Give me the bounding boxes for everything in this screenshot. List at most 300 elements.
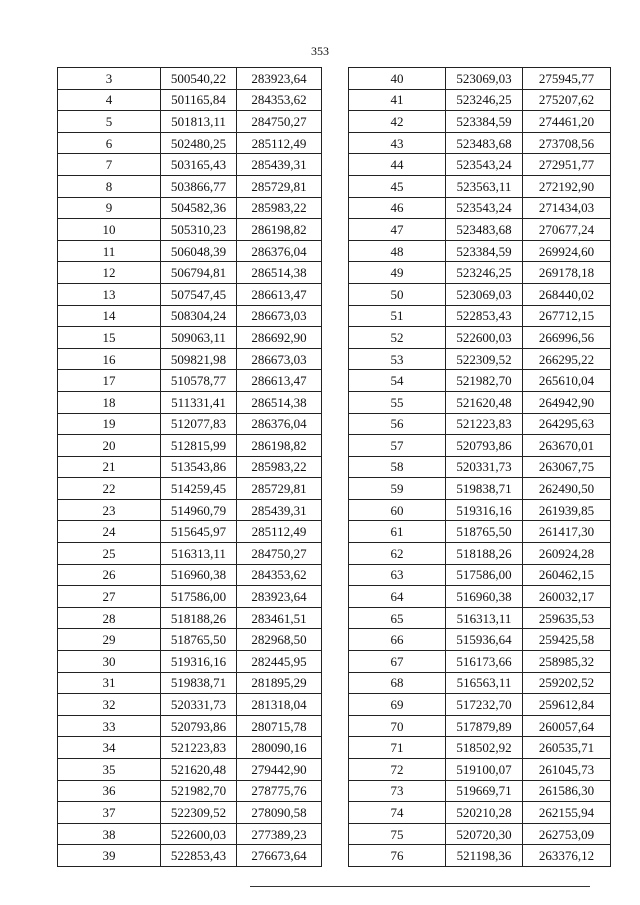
y-coordinate-cell: 261586,30 <box>523 780 611 802</box>
y-coordinate-cell: 275945,77 <box>523 68 611 90</box>
x-coordinate-cell: 516960,38 <box>446 586 523 608</box>
table-row <box>349 521 611 543</box>
y-coordinate-cell: 284353,62 <box>237 564 322 586</box>
point-number-cell: 65 <box>349 607 446 629</box>
table-row <box>58 802 322 824</box>
y-coordinate-cell: 266295,22 <box>523 348 611 370</box>
y-coordinate-cell: 259425,58 <box>523 629 611 651</box>
y-coordinate-cell: 283923,64 <box>237 586 322 608</box>
coordinates-table-right <box>348 67 611 867</box>
point-number-cell: 40 <box>349 68 446 90</box>
point-number-cell: 27 <box>58 586 161 608</box>
point-number-cell: 13 <box>58 283 161 305</box>
x-coordinate-cell: 501165,84 <box>161 89 237 111</box>
y-coordinate-cell: 271434,03 <box>523 197 611 219</box>
y-coordinate-cell: 281318,04 <box>237 694 322 716</box>
y-coordinate-cell: 286198,82 <box>237 435 322 457</box>
point-number-cell: 26 <box>58 564 161 586</box>
x-coordinate-cell: 517586,00 <box>446 564 523 586</box>
x-coordinate-cell: 520210,28 <box>446 802 523 824</box>
point-number-cell: 41 <box>349 89 446 111</box>
point-number-cell: 12 <box>58 262 161 284</box>
table-row <box>58 175 322 197</box>
y-coordinate-cell: 286514,38 <box>237 391 322 413</box>
table-row <box>58 348 322 370</box>
x-coordinate-cell: 503866,77 <box>161 175 237 197</box>
y-coordinate-cell: 279442,90 <box>237 759 322 781</box>
table-row <box>349 694 611 716</box>
x-coordinate-cell: 519669,71 <box>446 780 523 802</box>
point-number-cell: 31 <box>58 672 161 694</box>
point-number-cell: 30 <box>58 651 161 673</box>
y-coordinate-cell: 260924,28 <box>523 543 611 565</box>
table-row <box>349 348 611 370</box>
point-number-cell: 49 <box>349 262 446 284</box>
point-number-cell: 66 <box>349 629 446 651</box>
x-coordinate-cell: 520793,86 <box>161 715 237 737</box>
y-coordinate-cell: 285729,81 <box>237 175 322 197</box>
point-number-cell: 51 <box>349 305 446 327</box>
point-number-cell: 4 <box>58 89 161 111</box>
y-coordinate-cell: 285983,22 <box>237 456 322 478</box>
point-number-cell: 60 <box>349 499 446 521</box>
table-row <box>349 283 611 305</box>
y-coordinate-cell: 284750,27 <box>237 543 322 565</box>
x-coordinate-cell: 523483,68 <box>446 219 523 241</box>
point-number-cell: 34 <box>58 737 161 759</box>
x-coordinate-cell: 521982,70 <box>446 370 523 392</box>
y-coordinate-cell: 286514,38 <box>237 262 322 284</box>
table-row <box>349 715 611 737</box>
point-number-cell: 54 <box>349 370 446 392</box>
y-coordinate-cell: 264942,90 <box>523 391 611 413</box>
point-number-cell: 45 <box>349 175 446 197</box>
point-number-cell: 8 <box>58 175 161 197</box>
table-row <box>58 780 322 802</box>
x-coordinate-cell: 523246,25 <box>446 89 523 111</box>
point-number-cell: 39 <box>58 845 161 867</box>
x-coordinate-cell: 521982,70 <box>161 780 237 802</box>
x-coordinate-cell: 519838,71 <box>446 478 523 500</box>
point-number-cell: 57 <box>349 435 446 457</box>
x-coordinate-cell: 521620,48 <box>446 391 523 413</box>
point-number-cell: 25 <box>58 543 161 565</box>
x-coordinate-cell: 523563,11 <box>446 175 523 197</box>
table-row <box>349 370 611 392</box>
y-coordinate-cell: 272951,77 <box>523 154 611 176</box>
y-coordinate-cell: 285112,49 <box>237 521 322 543</box>
table-row <box>58 499 322 521</box>
table-row <box>58 370 322 392</box>
point-number-cell: 72 <box>349 759 446 781</box>
bottom-rule <box>250 886 590 887</box>
x-coordinate-cell: 509821,98 <box>161 348 237 370</box>
y-coordinate-cell: 285439,31 <box>237 499 322 521</box>
table-row <box>58 305 322 327</box>
y-coordinate-cell: 267712,15 <box>523 305 611 327</box>
table-row <box>58 586 322 608</box>
x-coordinate-cell: 512077,83 <box>161 413 237 435</box>
table-row <box>58 823 322 845</box>
x-coordinate-cell: 523543,24 <box>446 154 523 176</box>
y-coordinate-cell: 260032,17 <box>523 586 611 608</box>
point-number-cell: 5 <box>58 111 161 133</box>
y-coordinate-cell: 283923,64 <box>237 68 322 90</box>
table-row <box>349 435 611 457</box>
y-coordinate-cell: 258985,32 <box>523 651 611 673</box>
y-coordinate-cell: 260057,64 <box>523 715 611 737</box>
table-row <box>349 586 611 608</box>
x-coordinate-cell: 519316,16 <box>161 651 237 673</box>
x-coordinate-cell: 522309,52 <box>446 348 523 370</box>
table-row <box>58 240 322 262</box>
point-number-cell: 48 <box>349 240 446 262</box>
y-coordinate-cell: 280090,16 <box>237 737 322 759</box>
point-number-cell: 38 <box>58 823 161 845</box>
table-row <box>58 715 322 737</box>
table-row <box>349 219 611 241</box>
y-coordinate-cell: 276673,64 <box>237 845 322 867</box>
y-coordinate-cell: 285729,81 <box>237 478 322 500</box>
x-coordinate-cell: 514259,45 <box>161 478 237 500</box>
table-row <box>58 262 322 284</box>
point-number-cell: 46 <box>349 197 446 219</box>
x-coordinate-cell: 516563,11 <box>446 672 523 694</box>
x-coordinate-cell: 520331,73 <box>161 694 237 716</box>
x-coordinate-cell: 521198,36 <box>446 845 523 867</box>
point-number-cell: 33 <box>58 715 161 737</box>
coordinates-table-left <box>57 67 322 867</box>
table-row <box>58 327 322 349</box>
y-coordinate-cell: 286673,03 <box>237 348 322 370</box>
point-number-cell: 18 <box>58 391 161 413</box>
x-coordinate-cell: 515645,97 <box>161 521 237 543</box>
table-row <box>58 651 322 673</box>
point-number-cell: 6 <box>58 132 161 154</box>
x-coordinate-cell: 519100,07 <box>446 759 523 781</box>
point-number-cell: 58 <box>349 456 446 478</box>
x-coordinate-cell: 505310,23 <box>161 219 237 241</box>
x-coordinate-cell: 522853,43 <box>161 845 237 867</box>
point-number-cell: 50 <box>349 283 446 305</box>
point-number-cell: 71 <box>349 737 446 759</box>
y-coordinate-cell: 286376,04 <box>237 240 322 262</box>
x-coordinate-cell: 510578,77 <box>161 370 237 392</box>
table-row <box>58 89 322 111</box>
point-number-cell: 24 <box>58 521 161 543</box>
table-row <box>349 175 611 197</box>
point-number-cell: 22 <box>58 478 161 500</box>
table-row <box>58 478 322 500</box>
point-number-cell: 29 <box>58 629 161 651</box>
x-coordinate-cell: 502480,25 <box>161 132 237 154</box>
table-row <box>58 68 322 90</box>
point-number-cell: 67 <box>349 651 446 673</box>
table-row <box>58 845 322 867</box>
x-coordinate-cell: 519838,71 <box>161 672 237 694</box>
y-coordinate-cell: 285439,31 <box>237 154 322 176</box>
table-row <box>58 521 322 543</box>
y-coordinate-cell: 261417,30 <box>523 521 611 543</box>
y-coordinate-cell: 262490,50 <box>523 478 611 500</box>
table-row <box>349 391 611 413</box>
y-coordinate-cell: 266996,56 <box>523 327 611 349</box>
x-coordinate-cell: 516960,38 <box>161 564 237 586</box>
table-row <box>349 651 611 673</box>
y-coordinate-cell: 280715,78 <box>237 715 322 737</box>
x-coordinate-cell: 522853,43 <box>446 305 523 327</box>
x-coordinate-cell: 511331,41 <box>161 391 237 413</box>
x-coordinate-cell: 522309,52 <box>161 802 237 824</box>
x-coordinate-cell: 509063,11 <box>161 327 237 349</box>
table-row <box>349 629 611 651</box>
x-coordinate-cell: 518765,50 <box>446 521 523 543</box>
point-number-cell: 43 <box>349 132 446 154</box>
x-coordinate-cell: 523069,03 <box>446 283 523 305</box>
table-row <box>349 327 611 349</box>
table-row <box>58 456 322 478</box>
table-row <box>349 845 611 867</box>
table-row <box>58 413 322 435</box>
table-row <box>58 694 322 716</box>
y-coordinate-cell: 260535,71 <box>523 737 611 759</box>
table-row <box>349 111 611 133</box>
point-number-cell: 53 <box>349 348 446 370</box>
table-row <box>58 629 322 651</box>
x-coordinate-cell: 515936,64 <box>446 629 523 651</box>
y-coordinate-cell: 285112,49 <box>237 132 322 154</box>
x-coordinate-cell: 523384,59 <box>446 111 523 133</box>
x-coordinate-cell: 520720,30 <box>446 823 523 845</box>
point-number-cell: 37 <box>58 802 161 824</box>
y-coordinate-cell: 268440,02 <box>523 283 611 305</box>
point-number-cell: 75 <box>349 823 446 845</box>
y-coordinate-cell: 270677,24 <box>523 219 611 241</box>
point-number-cell: 74 <box>349 802 446 824</box>
point-number-cell: 16 <box>58 348 161 370</box>
table-row <box>349 759 611 781</box>
table-row <box>58 759 322 781</box>
x-coordinate-cell: 520331,73 <box>446 456 523 478</box>
y-coordinate-cell: 259612,84 <box>523 694 611 716</box>
y-coordinate-cell: 259202,52 <box>523 672 611 694</box>
y-coordinate-cell: 265610,04 <box>523 370 611 392</box>
point-number-cell: 76 <box>349 845 446 867</box>
x-coordinate-cell: 504582,36 <box>161 197 237 219</box>
y-coordinate-cell: 261939,85 <box>523 499 611 521</box>
point-number-cell: 19 <box>58 413 161 435</box>
table-row <box>58 219 322 241</box>
y-coordinate-cell: 286613,47 <box>237 370 322 392</box>
x-coordinate-cell: 523246,25 <box>446 262 523 284</box>
point-number-cell: 36 <box>58 780 161 802</box>
point-number-cell: 64 <box>349 586 446 608</box>
x-coordinate-cell: 512815,99 <box>161 435 237 457</box>
y-coordinate-cell: 263376,12 <box>523 845 611 867</box>
x-coordinate-cell: 506794,81 <box>161 262 237 284</box>
table-row <box>58 391 322 413</box>
y-coordinate-cell: 262753,09 <box>523 823 611 845</box>
table-row <box>58 607 322 629</box>
x-coordinate-cell: 520793,86 <box>446 435 523 457</box>
x-coordinate-cell: 523543,24 <box>446 197 523 219</box>
table-row <box>349 456 611 478</box>
y-coordinate-cell: 272192,90 <box>523 175 611 197</box>
y-coordinate-cell: 261045,73 <box>523 759 611 781</box>
table-row <box>349 478 611 500</box>
x-coordinate-cell: 518188,26 <box>161 607 237 629</box>
table-row <box>58 154 322 176</box>
point-number-cell: 28 <box>58 607 161 629</box>
table-row <box>58 543 322 565</box>
table-row <box>58 435 322 457</box>
point-number-cell: 42 <box>349 111 446 133</box>
table-row <box>349 607 611 629</box>
point-number-cell: 68 <box>349 672 446 694</box>
point-number-cell: 7 <box>58 154 161 176</box>
y-coordinate-cell: 262155,94 <box>523 802 611 824</box>
y-coordinate-cell: 273708,56 <box>523 132 611 154</box>
point-number-cell: 59 <box>349 478 446 500</box>
y-coordinate-cell: 284353,62 <box>237 89 322 111</box>
point-number-cell: 35 <box>58 759 161 781</box>
table-row <box>349 564 611 586</box>
x-coordinate-cell: 523069,03 <box>446 68 523 90</box>
point-number-cell: 73 <box>349 780 446 802</box>
y-coordinate-cell: 284750,27 <box>237 111 322 133</box>
point-number-cell: 70 <box>349 715 446 737</box>
x-coordinate-cell: 516313,11 <box>446 607 523 629</box>
y-coordinate-cell: 274461,20 <box>523 111 611 133</box>
x-coordinate-cell: 523483,68 <box>446 132 523 154</box>
y-coordinate-cell: 286198,82 <box>237 219 322 241</box>
y-coordinate-cell: 264295,63 <box>523 413 611 435</box>
y-coordinate-cell: 263067,75 <box>523 456 611 478</box>
table-row <box>58 197 322 219</box>
y-coordinate-cell: 281895,29 <box>237 672 322 694</box>
point-number-cell: 10 <box>58 219 161 241</box>
y-coordinate-cell: 269178,18 <box>523 262 611 284</box>
point-number-cell: 17 <box>58 370 161 392</box>
table-row <box>349 262 611 284</box>
x-coordinate-cell: 507547,45 <box>161 283 237 305</box>
y-coordinate-cell: 286613,47 <box>237 283 322 305</box>
point-number-cell: 23 <box>58 499 161 521</box>
point-number-cell: 20 <box>58 435 161 457</box>
point-number-cell: 21 <box>58 456 161 478</box>
y-coordinate-cell: 278775,76 <box>237 780 322 802</box>
x-coordinate-cell: 518765,50 <box>161 629 237 651</box>
x-coordinate-cell: 523384,59 <box>446 240 523 262</box>
table-row <box>349 305 611 327</box>
point-number-cell: 61 <box>349 521 446 543</box>
x-coordinate-cell: 517232,70 <box>446 694 523 716</box>
point-number-cell: 44 <box>349 154 446 176</box>
y-coordinate-cell: 282968,50 <box>237 629 322 651</box>
table-row <box>349 499 611 521</box>
table-row <box>349 672 611 694</box>
x-coordinate-cell: 500540,22 <box>161 68 237 90</box>
table-row <box>58 564 322 586</box>
point-number-cell: 32 <box>58 694 161 716</box>
x-coordinate-cell: 508304,24 <box>161 305 237 327</box>
point-number-cell: 62 <box>349 543 446 565</box>
x-coordinate-cell: 517586,00 <box>161 586 237 608</box>
table-row <box>349 197 611 219</box>
x-coordinate-cell: 506048,39 <box>161 240 237 262</box>
y-coordinate-cell: 283461,51 <box>237 607 322 629</box>
y-coordinate-cell: 263670,01 <box>523 435 611 457</box>
x-coordinate-cell: 517879,89 <box>446 715 523 737</box>
x-coordinate-cell: 521620,48 <box>161 759 237 781</box>
point-number-cell: 63 <box>349 564 446 586</box>
point-number-cell: 47 <box>349 219 446 241</box>
y-coordinate-cell: 278090,58 <box>237 802 322 824</box>
x-coordinate-cell: 503165,43 <box>161 154 237 176</box>
y-coordinate-cell: 286376,04 <box>237 413 322 435</box>
x-coordinate-cell: 518502,92 <box>446 737 523 759</box>
x-coordinate-cell: 518188,26 <box>446 543 523 565</box>
y-coordinate-cell: 286673,03 <box>237 305 322 327</box>
x-coordinate-cell: 521223,83 <box>446 413 523 435</box>
table-row <box>58 672 322 694</box>
y-coordinate-cell: 277389,23 <box>237 823 322 845</box>
y-coordinate-cell: 286692,90 <box>237 327 322 349</box>
point-number-cell: 52 <box>349 327 446 349</box>
point-number-cell: 69 <box>349 694 446 716</box>
table-row <box>349 68 611 90</box>
table-row <box>58 283 322 305</box>
y-coordinate-cell: 269924,60 <box>523 240 611 262</box>
table-row <box>58 111 322 133</box>
x-coordinate-cell: 522600,03 <box>161 823 237 845</box>
table-row <box>349 132 611 154</box>
table-row <box>349 802 611 824</box>
point-number-cell: 55 <box>349 391 446 413</box>
point-number-cell: 14 <box>58 305 161 327</box>
point-number-cell: 3 <box>58 68 161 90</box>
x-coordinate-cell: 513543,86 <box>161 456 237 478</box>
x-coordinate-cell: 519316,16 <box>446 499 523 521</box>
x-coordinate-cell: 522600,03 <box>446 327 523 349</box>
table-row <box>349 89 611 111</box>
x-coordinate-cell: 521223,83 <box>161 737 237 759</box>
point-number-cell: 11 <box>58 240 161 262</box>
y-coordinate-cell: 282445,95 <box>237 651 322 673</box>
page-number: 353 <box>311 44 329 58</box>
y-coordinate-cell: 285983,22 <box>237 197 322 219</box>
table-row <box>349 737 611 759</box>
point-number-cell: 56 <box>349 413 446 435</box>
table-row <box>349 240 611 262</box>
point-number-cell: 9 <box>58 197 161 219</box>
y-coordinate-cell: 260462,15 <box>523 564 611 586</box>
table-row <box>349 413 611 435</box>
x-coordinate-cell: 501813,11 <box>161 111 237 133</box>
table-row <box>349 823 611 845</box>
y-coordinate-cell: 259635,53 <box>523 607 611 629</box>
table-row <box>58 132 322 154</box>
x-coordinate-cell: 516313,11 <box>161 543 237 565</box>
table-row <box>58 737 322 759</box>
point-number-cell: 15 <box>58 327 161 349</box>
x-coordinate-cell: 514960,79 <box>161 499 237 521</box>
table-row <box>349 780 611 802</box>
x-coordinate-cell: 516173,66 <box>446 651 523 673</box>
table-row <box>349 543 611 565</box>
table-row <box>349 154 611 176</box>
y-coordinate-cell: 275207,62 <box>523 89 611 111</box>
